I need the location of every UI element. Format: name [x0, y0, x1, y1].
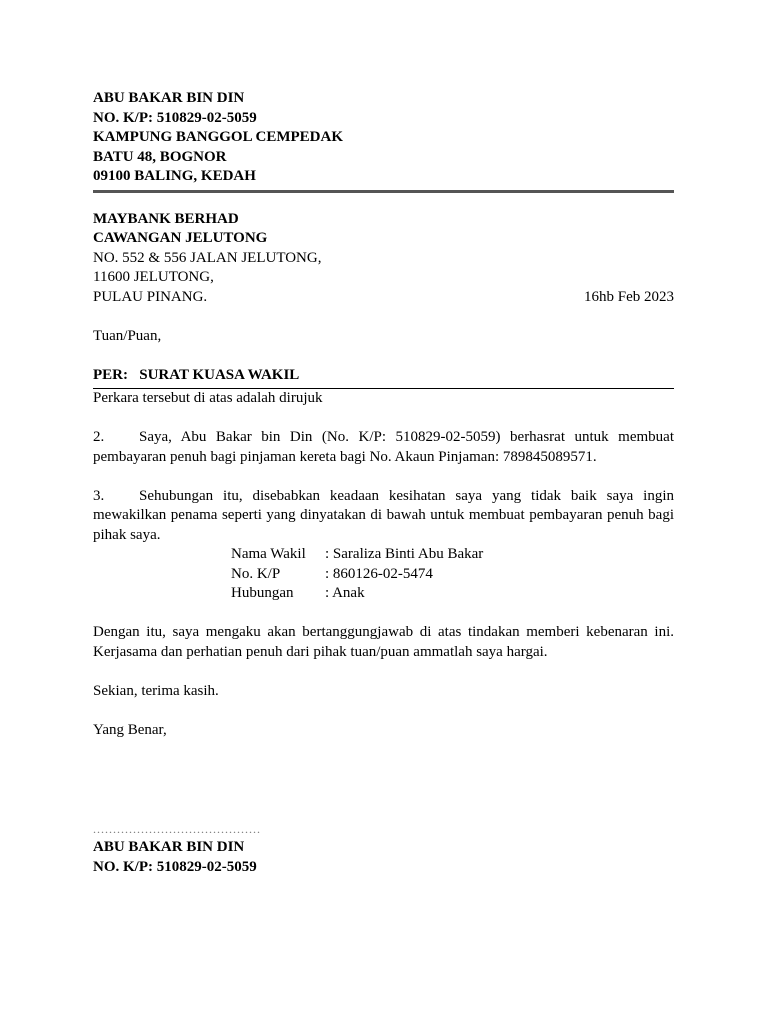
sender-ic: NO. K/P: 510829-02-5059 [93, 109, 257, 126]
recipient-block [93, 210, 674, 308]
representative-details [231, 545, 674, 604]
representative-label: Hubungan [231, 585, 294, 601]
paragraph-2 [93, 428, 674, 467]
sender-address-3: 09100 BALING, KEDAH [93, 168, 256, 184]
representative-value: : Anak [325, 585, 365, 601]
paragraph-2-line-2: pembayaran penuh bagi pinjaman kereta bagi No. Akaun Pinjaman: 789845089571. [93, 448, 597, 465]
recipient-address-1: NO. 552 & 556 JALAN JELUTONG, [93, 249, 322, 266]
representative-row [231, 565, 674, 585]
paragraph-4-line-2: Kerjasama dan perhatian penuh dari pihak tuan/puan ammatlah saya hargai. [93, 643, 548, 660]
closing-text: Sekian, terima kasih. [93, 682, 219, 699]
paragraph-2-number: 2. [93, 429, 105, 445]
signature-line: .......................................... [93, 822, 261, 836]
representative-value: : Saraliza Binti Abu Bakar [325, 546, 484, 562]
paragraph-3-line-2: mewakilkan penama seperti yang dinyatakan di bawah untuk membuat pembayaran penuh bagi [93, 507, 674, 523]
sender-address-2: BATU 48, BOGNOR [93, 148, 227, 165]
representative-label: No. K/P [231, 565, 281, 582]
representative-row [231, 584, 674, 604]
representative-label: Nama Wakil [231, 546, 306, 562]
paragraph-3-number: 3. [93, 487, 105, 504]
representative-value: : 860126-02-5474 [325, 565, 433, 582]
recipient-address-2: 11600 JELUTONG, [93, 269, 214, 285]
letter-content [93, 89, 674, 877]
signature-ic: NO. K/P: 510829-02-5059 [93, 858, 257, 875]
salutation: Tuan/Puan, [93, 327, 162, 344]
subject-prefix: PER: [93, 366, 128, 383]
paragraph-3-line-3: pihak saya. [93, 526, 161, 543]
recipient-last-row [93, 288, 674, 308]
signoff-text: Yang Benar, [93, 721, 167, 738]
paragraph-3 [93, 487, 674, 546]
sender-address-1: KAMPUNG BANGGOL CEMPEDAK [93, 129, 343, 145]
recipient-name: MAYBANK BERHAD [93, 210, 239, 227]
paragraph-3-line-1: Sehubungan itu, disebabkan keadaan kesihatan saya yang tidak baik saya ingin [139, 487, 674, 504]
sender-name: ABU BAKAR BIN DIN [93, 90, 245, 106]
paragraph-4 [93, 623, 674, 662]
paragraph-1: Perkara tersebut di atas adalah dirujuk [93, 390, 323, 406]
subject-line [93, 366, 674, 386]
sender-block [93, 89, 674, 187]
paragraph-2-line-1: Saya, Abu Bakar bin Din (No. K/P: 510829-02-5059) berhasrat untuk membuat [139, 429, 674, 445]
letter-date: 16hb Feb 2023 [584, 288, 674, 305]
recipient-branch: CAWANGAN JELUTONG [93, 230, 268, 246]
subject-title: SURAT KUASA WAKIL [139, 366, 300, 383]
recipient-address-3: PULAU PINANG. [93, 288, 208, 305]
paragraph-4-line-1: Dengan itu, saya mengaku akan bertanggungjawab di atas tindakan memberi kebenaran ini. [93, 624, 674, 640]
representative-row [231, 545, 674, 565]
signature-name: ABU BAKAR BIN DIN [93, 839, 245, 855]
